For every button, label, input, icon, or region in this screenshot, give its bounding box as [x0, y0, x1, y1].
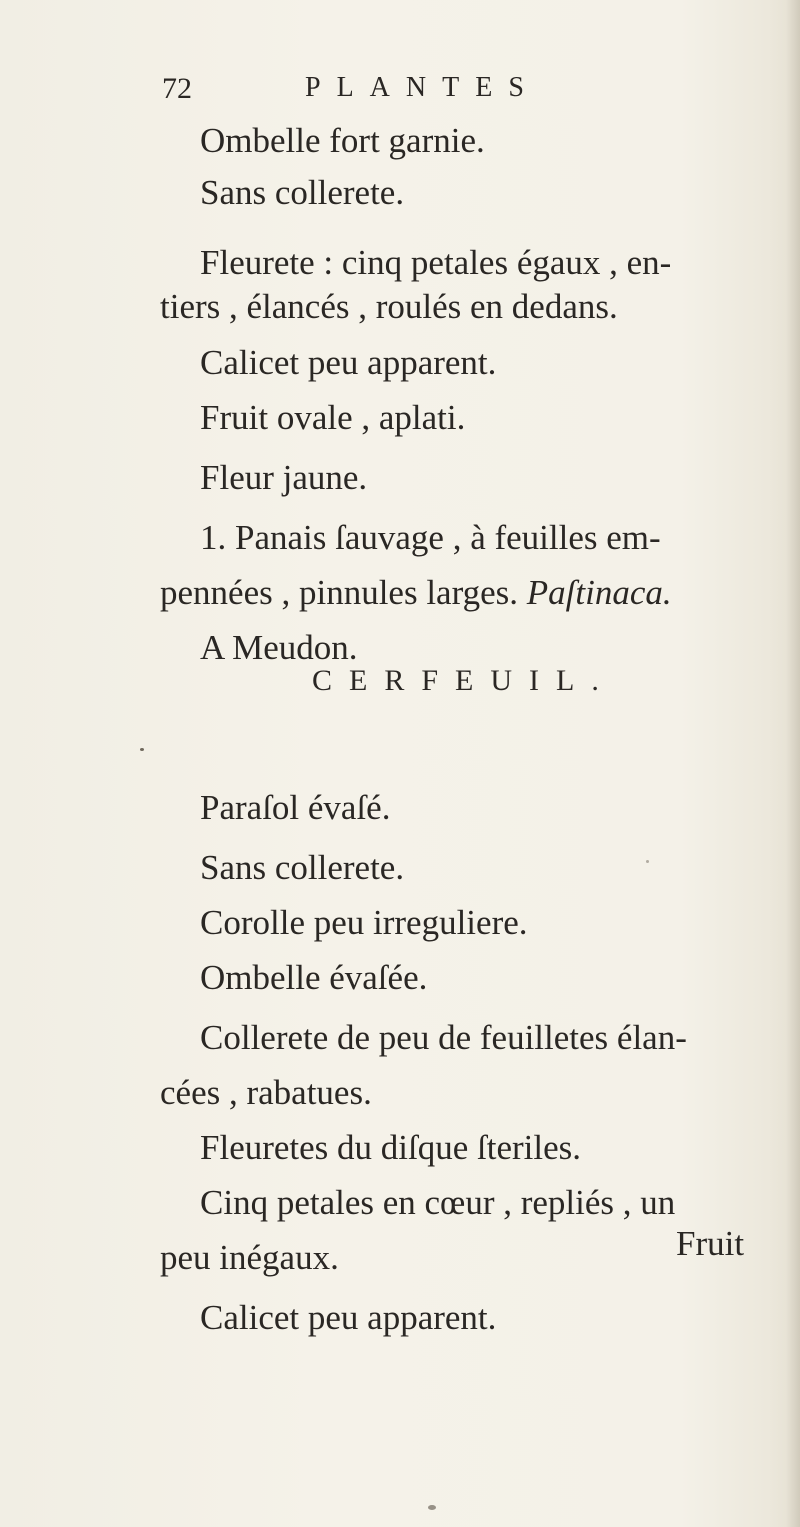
text-line: Calicet peu apparent.: [200, 343, 497, 382]
paper-speck: [428, 1505, 436, 1510]
running-title: PLANTES: [305, 72, 540, 103]
text-line: peu inégaux.: [160, 1238, 339, 1277]
text-line: Cinq petales en cœur , repliés , un: [200, 1183, 676, 1222]
text-line: Sans collerete.: [200, 848, 405, 887]
catchword: Fruit: [676, 1224, 745, 1263]
text-line: Fruit ovale , aplati.: [200, 398, 466, 437]
text-line: Collerete de peu de feuilletes élan-: [200, 1018, 687, 1057]
italic-latin-name: Paſtinaca.: [526, 573, 672, 612]
section-heading: CERFEUIL.: [312, 664, 616, 697]
paper-speck: [140, 748, 144, 751]
text-line: Corolle peu irreguliere.: [200, 903, 528, 942]
text-line: Fleuretes du diſque ſteriles.: [200, 1128, 582, 1167]
text-line: A Meudon.: [200, 628, 358, 667]
running-head: [0, 72, 800, 112]
text-line: Ombelle évaſée.: [200, 958, 428, 997]
text-line: Paraſol évaſé.: [200, 788, 391, 827]
text-line: Sans collerete.: [200, 173, 405, 212]
page-number: 72: [162, 72, 192, 105]
text-line: Fleur jaune.: [200, 458, 368, 497]
text-line: Calicet peu apparent.: [200, 1298, 497, 1337]
text-line: [160, 575, 672, 610]
page-edge-shadow: [786, 0, 800, 1527]
text-line: cées , rabatues.: [160, 1073, 372, 1112]
paper-speck: [646, 860, 649, 863]
text-line: tiers , élancés , roulés en dedans.: [160, 287, 618, 326]
text-span: pennées , pinnules larges.: [160, 573, 527, 612]
text-line: Fleurete : cinq petales égaux , en-: [200, 243, 672, 282]
text-line: Ombelle fort garnie.: [200, 121, 485, 160]
text-line: 1. Panais ſauvage , à feuilles em-: [200, 518, 661, 557]
